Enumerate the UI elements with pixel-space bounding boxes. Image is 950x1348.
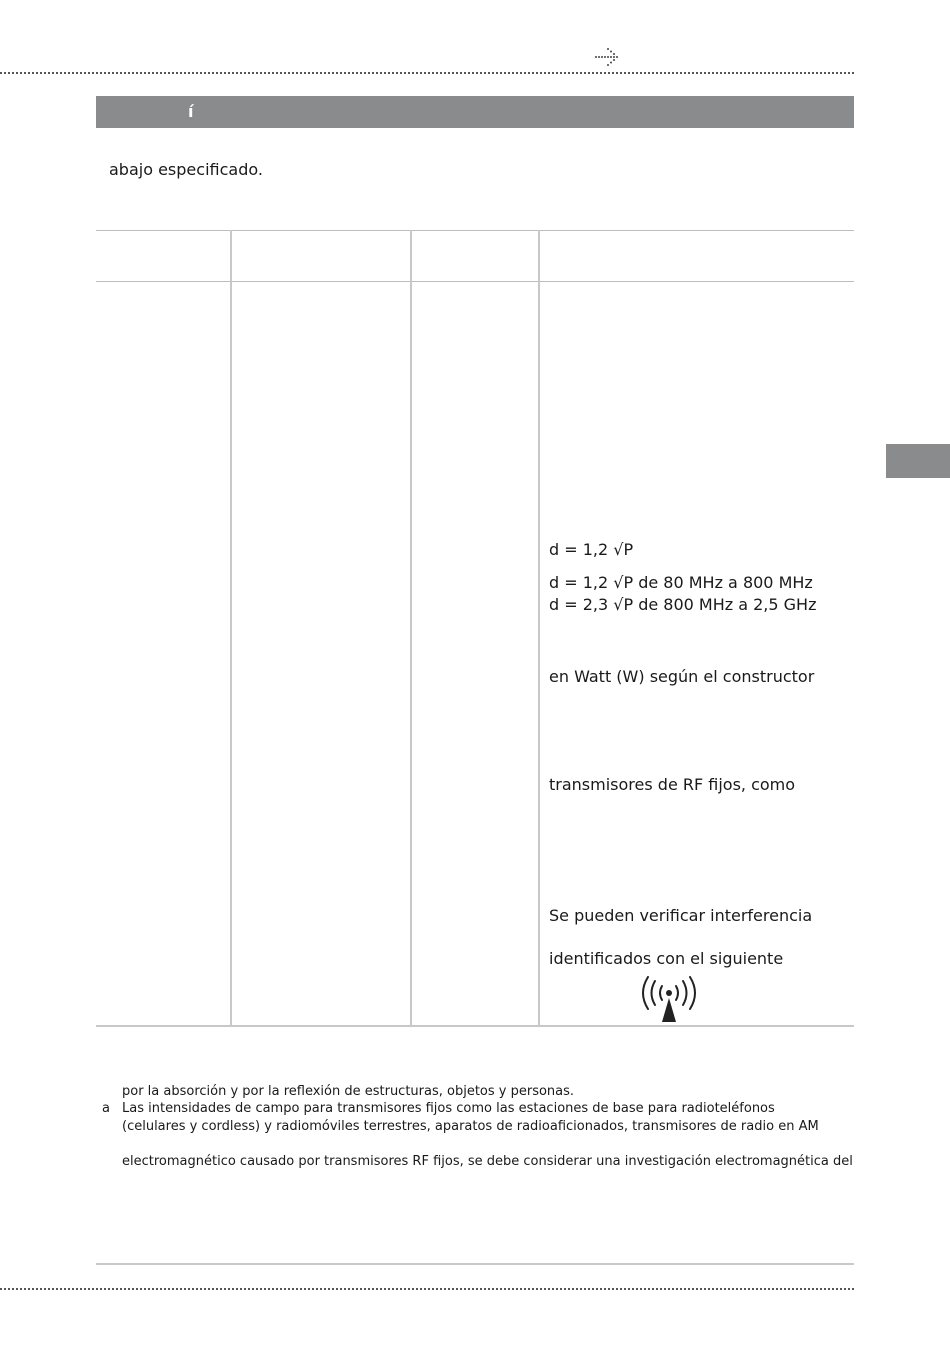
table-column-divider: [230, 230, 232, 1027]
side-thumb-tab: [886, 444, 950, 478]
power-note: en Watt (W) según el constructor: [549, 667, 815, 686]
transmitters-note: transmisores de RF fijos, como: [549, 775, 796, 794]
section-heading-text: í: [188, 102, 194, 121]
interference-note: Se pueden verificar interferencia: [549, 906, 813, 925]
footnote-line: por la absorción y por la reflexión de estructuras, objetos y personas.: [122, 1084, 575, 1099]
footnote-line: Las intensidades de campo para transmisores fijos como las estaciones de base para radioteléfonos: [122, 1101, 775, 1116]
top-dotted-rule: [0, 72, 854, 74]
footnote-line: (celulares y cordless) y radiomóviles terrestres, aparatos de radioaficionados, transmisores de radio en AM: [122, 1119, 819, 1134]
non-ionizing-radiation-icon: [640, 976, 698, 1024]
footnote-marker: a: [102, 1101, 110, 1116]
formula-text: d = 1,2 √P: [549, 540, 634, 559]
table-header-rule: [96, 281, 854, 282]
symbol-note: identificados con el siguiente: [549, 949, 784, 968]
table-bottom-rule: [96, 1025, 854, 1027]
section-heading-bar: [96, 96, 854, 128]
continue-arrow-icon: [594, 45, 624, 69]
footer-rule: [96, 1263, 854, 1265]
table-top-rule: [96, 230, 854, 231]
bottom-dotted-rule: [0, 1288, 854, 1290]
intro-text: abajo especificado.: [109, 160, 263, 179]
table-column-divider: [538, 230, 540, 1027]
formula-text: d = 2,3 √P de 800 MHz a 2,5 GHz: [549, 595, 817, 614]
formula-text: d = 1,2 √P de 80 MHz a 800 MHz: [549, 573, 813, 592]
footnote-line: electromagnético causado por transmisores RF fijos, se debe considerar una investigación electromagnética del: [122, 1154, 853, 1169]
table-column-divider: [410, 230, 412, 1027]
